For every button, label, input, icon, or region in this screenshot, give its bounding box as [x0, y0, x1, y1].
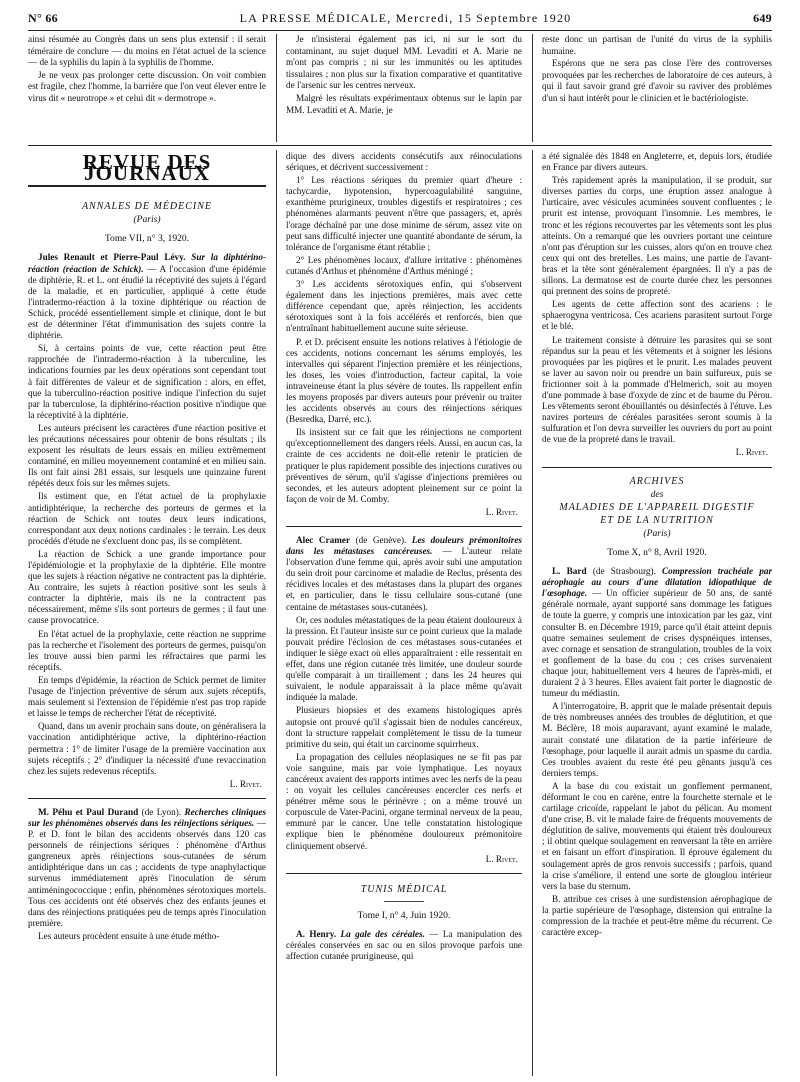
- article-separator: [286, 873, 522, 874]
- paragraph: La propagation des cellules néoplasiques ne se fit pas par voie sanguine, mais par voie lymphatique. Les noyaux cancéreux avaient des rapports intimes avec les nerfs de la peau : on voyait les cellules cancéreuses encercler ces nerfs et pénétrer même sous le périnèvre ; on a même trouvé un corpuscule de Vater-Pacini, organe terminal nerveux de la peau, emmuré par le cancer. Une telle constatation histologique explique bien le phénomène douloureux prémonitoire cliniquement observé.: [286, 751, 522, 851]
- paragraph: Or, ces nodules métastatiques de la peau étaient douloureux à la pression. Et l'auteur insiste sur ce point curieux que la malade pouvait prédire l'éclosion de ces métastases sous-cutanées et indiquer le siège exact où elles apparaîtraient : elle ressentait en effet, dans une région cutanée très limitée, une douleur sourde qu'elle comparait à un tiraillement ; dans les 24 heures qui suivaient, le nodule apparaissait à la place même qu'avait indiquée la malade.: [286, 614, 522, 703]
- paragraph: Quand, dans un avenir prochain sans doute, on généralisera la vaccination antidiphtérique active, la diphtérino-réaction permettra : 1° de limiter l'usage de la première vaccination aux sujets réceptifs ; 2° d'indiquer la nécessité d'une revaccination chez les sujets redevenus réceptifs.: [28, 721, 266, 776]
- journal-title: LA PRESSE MÉDICALE, Mercredi, 15 Septembre 1920: [239, 10, 572, 25]
- article-text: — P. et D. font le bilan des accidents observés dans 120 cas personnels de réinjections sériques : phénomène d'Arthus gangreneux après réinjections sous-cutanées de sérum antidiphtérique dans un cas ; accidents de type anaphylactique survenus immédiatement après l'inoculation de sérum antiméningococcique ; enfin, phénomènes sérotoxiques mortels. Tous ces accidents ont été observés chez des enfants jeunes et dans des réinjections pratiquées peu de temps après l'inoculation première.: [28, 817, 266, 928]
- paragraph: Le traitement consiste à détruire les parasites qui se sont répandus sur la peau et les vêtements et à soigner les lésions provoquées par les piqûres et le prurit. Les malades peuvent se laver au savon noir ou prendre un bain sulfureux, puis se frictionner soit à la pommade d'Helmerich, soit au moyen d'une pommade à base d'oxyde de zinc et de baume du Pérou. Les vêtements seront ébouillantés ou désinfectés à l'étuve. Les navires porteurs de céréales parasitées seront soumis à la sulfuration et l'on devra surveiller les ouvriers du port au point de vue de la propreté dans le travail.: [542, 334, 772, 445]
- journal-issue: Tome VII, n° 3, 1920.: [104, 233, 190, 245]
- paragraph: A l'interrogatoire, B. apprit que le malade présentait depuis de très nombreuses années des troubles de déglutition, et que M. Béclère, 18 mois auparavant, ayant examiné le malade, aurait constaté une dilatation de la partie inférieure de l'œsophage, pour laquelle il aurait admis un spasme du cardia. Ces troubles avaient du reste été peu gênants jusqu'à ces derniers temps.: [542, 701, 772, 778]
- article-lead: [542, 566, 772, 699]
- folio: 649: [753, 10, 772, 25]
- article-text: — La manipulation des céréales conservées en sac ou en silos provoque parfois une affection cutanée prurigineuse, qui: [286, 928, 522, 962]
- issue-number: N° 66: [28, 10, 58, 25]
- paragraph: Ils estiment que, en l'état actuel de la prophylaxie antidiphtérique, la recherche des porteurs de germes et la réaction de Schick ont toutes deux leurs indications, correspondant aux deux notions cardinales : le terrain. Les deux procédés d'étude ne s'excluent donc pas, ils se complètent.: [28, 491, 266, 546]
- article-author: Alec Cramer: [296, 535, 351, 545]
- article-author: L. Bard: [552, 566, 587, 577]
- article-signature: L. Rivet.: [485, 853, 518, 864]
- paragraph: a été signalée dès 1848 en Angleterre, et, depuis lors, étudiée en France par divers auteurs.: [542, 151, 772, 173]
- paragraph: Je n'insisterai également pas ici, ni sur le sort du contaminant, au sujet duquel MM. Levaditi et A. Marie ne m'ont pas compris ; ni sur les immunités ou les aptitudes tissulaires ; non plus sur la fixation comparative et quantitative de l'arsenic sur les centres nerveux.: [286, 34, 522, 91]
- paragraph: Très rapidement après la manipulation, il se produit, sur diverses parties du corps, une éruption assez analogue à l'urticaire, avec vésicules acuminées souvent confluentes ; le prurit est intense, provoquant l'insomnie. Les membres, le tronc et les régions recouvertes par les vêtements sont les plus atteints. On a remarqué que les ouvriers portant une ceinture n'ont pas d'éruption sur les cuisses, alors qu'on en trouve chez ceux qui ont des bretelles. Les mains, une partie de l'avant-bras et la tête sont généralement épargnées. Il n'y a pas de sillons. La dermatose est de courte durée chez les personnes qui prennent des soins de propreté.: [542, 175, 772, 297]
- journal-rule: [384, 901, 424, 902]
- section-title: REVUE DES JOURNAUX: [82, 151, 212, 186]
- paragraph: P. et D. précisent ensuite les notions relatives à l'étiologie de ces accidents, notions concernant les sérums employés, les intervalles qui séparent l'injection première et les réinjections, les doses, les voies d'introduction, facteur capital, la voie intraveineuse étant la plus sévère de toutes. Ils rappellent enfin les moyens proposés par divers auteurs pour prévenir ou traiter les accidents observés au cours des réinjections sériques (Besredka, Darré, etc.).: [286, 336, 522, 425]
- paragraph: 3° Les accidents sérotoxiques enfin, qui s'observent également dans les injections premières, mais avec cette différence cependant que, après réinjection, les accidents sérotoxiques sont à la fois accélérés et renforcés, bien que n'entraînant habituellement aucune suite sérieuse.: [286, 279, 522, 334]
- article-lead: [28, 252, 266, 341]
- paragraph: reste donc un partisan de l'unité du virus de la syphilis humaine.: [542, 34, 772, 56]
- paragraph: La réaction de Schick a une grande importance pour l'épidémiologie et la prophylaxie de la diphtérie. Elle montre que les sujets à réaction négative ne contractent pas la diphtérie. Au contraire, les sujets à réaction positive sont les seuls à contracter la diphtérie, mais ils ne la contractent pas nécessairement, même s'ils sont porteurs de germes ; il faut une cause provocatrice.: [28, 548, 266, 626]
- right-column: [542, 151, 772, 1076]
- paragraph: 1° Les réactions sériques du premier quart d'heure : tachycardie, hypotension, hypercoagulabilité sanguine, exanthème prurigineux, troubles digestifs et respiratoires ; ces phénomènes alarmants peuvent n'être que passagers, et, après l'orage déchaîné par une dose minime de sérum, assez vite on peut sans difficulté injecter une quantité abondante de sérum, la tolérance de l'organisme étant rétablie ;: [286, 175, 522, 252]
- journal-name: ANNALES DE MÉDECINE: [81, 201, 213, 213]
- article-separator: [286, 526, 522, 527]
- paragraph: Je ne veux pas prolonger cette discussion. On voit combien est fragile, chez l'homme, la barrière que l'on veut élever entre le virus dit « neurotrope » et celui dit « dermotrope ».: [28, 69, 266, 103]
- article-lead: [286, 929, 522, 962]
- article-author-city: (de Lyon).: [141, 806, 182, 817]
- header-rule: [28, 30, 772, 31]
- article-title: Recherches cliniques sur les phénomènes observés dans les réinjections sériques.: [28, 806, 266, 828]
- paragraph: En temps d'épidémie, la réaction de Schick permet de limiter l'usage de l'injection préventive de sérum aux sujets réceptifs, mais seulement si l'extension de l'épidémie n'est pas trop rapide et laisse le temps de rechercher l'état de réceptivité.: [28, 674, 266, 719]
- journal-name-line: MALADIES DE L'APPAREIL DIGESTIF: [559, 501, 755, 513]
- top-column-2: [286, 34, 522, 117]
- journal-city: (Paris): [133, 214, 161, 226]
- top-band: [28, 34, 772, 142]
- column-divider: [276, 150, 277, 1076]
- journal-name: TUNIS MÉDICAL: [360, 883, 448, 895]
- paragraph: En l'état actuel de la prophylaxie, cette réaction ne supprime pas la recherche et l'isolement des porteurs de germes, puisqu'on les trouve aussi bien parmi les réfractaires que parmi les réceptifs.: [28, 628, 266, 672]
- top-column-1: [28, 34, 266, 106]
- article-lead: [28, 807, 266, 929]
- paragraph: Les auteurs précisent les caractères d'une réaction positive et les précautions nécessaires pour obtenir de bons résultats ; ils exposent les résultats de leurs essais en milieu extrêmement contaminé, en milieu moyennement contaminé et en milieu sain. Ils ont fait ainsi 281 essais, sur lesquels une quinzaine furent répétés deux fois sur les mêmes sujets.: [28, 422, 266, 489]
- journal-name-line: des: [650, 488, 664, 500]
- article-text: — Un officier supérieur de 50 ans, de santé générale normale, ayant supporté sans dommage les fatigues de toute la guerre, y compris une intoxication par les gaz, vint consulter B. en Décembre 1919, parce qu'il était atteint depuis quatre semaines seulement de crises dyspnéiques intenses, avec cornage et sensation de strangulation, troubles de la voix et gonflement de la base du cou ; ces crises survenaient chaque jour, habituellement vers 4 heures de l'après-midi, et duraient 2 à 3 heures. Elles avaient fait porter le diagnostic de tumeur du médiastin.: [542, 588, 772, 699]
- paragraph: Les agents de cette affection sont des acariens : le sphaerogyna ventricosa. Ces acariens parasitent surtout l'orge et le blé.: [542, 299, 772, 332]
- top-column-3: [542, 34, 772, 106]
- article-title: Compression trachéale par aérophagie au cours d'une dilatation idiopathique de l'œsophage.: [542, 566, 772, 599]
- journal-name-line: ARCHIVES: [629, 475, 685, 487]
- paragraph: ainsi résumée au Congrès dans un sens plus extensif : il serait téméraire de conclure — du moins en l'état actuel de la science — de la syphilis du lapin à la syphilis de l'homme.: [28, 34, 266, 68]
- section-title-rule: [28, 185, 266, 187]
- running-head: [28, 8, 772, 28]
- article-author-city: (de Strasbourg).: [592, 566, 656, 577]
- journal-city: (Paris): [643, 527, 671, 539]
- column-divider: [532, 34, 533, 142]
- article-separator: [28, 798, 266, 799]
- article-separator: [542, 467, 772, 468]
- column-divider: [276, 34, 277, 142]
- band-rule: [28, 145, 772, 146]
- article-title: Les douleurs prémonitoires dans les métastases cancéreuses.: [286, 535, 522, 557]
- article-signature: L. Rivet.: [485, 506, 518, 517]
- journal-issue: Tome I, n° 4, Juin 1920.: [357, 909, 451, 921]
- article-signature: L. Rivet.: [229, 778, 262, 789]
- column-divider: [532, 150, 533, 1076]
- article-author: Jules Renault et Pierre-Paul Lévy.: [38, 252, 186, 263]
- article-title: Sur la diphtérino-réaction (réaction de Schick).: [28, 252, 266, 274]
- paragraph: Si, à certains points de vue, cette réaction peut être rapprochée de l'intradermo-réaction à la tuberculine, les indications fournies par les deux opérations sont cependant tout à fait différentes de valeur et de signification : alors, en effet, que la tuberculino-réaction positive indique l'infection du sujet par la tuberculose, la diphtérino-réaction positive n'indique que la réceptivité à la diphtérie.: [28, 343, 266, 420]
- article-author: M. Péhu et Paul Durand: [38, 806, 139, 817]
- paragraph: Espérons que ne sera pas close l'ère des controverses provoquées par les recherches de laboratoire de ces auteurs, à qui il faut savoir grand gré d'avoir su raviver des problèmes d'un si haut intérêt pour le clinicien et le bactériologiste.: [542, 58, 772, 103]
- middle-column: [286, 151, 522, 1076]
- paragraph: Ils insistent sur ce fait que les réinjections ne comportent qu'exceptionnellement des dangers réels. Aussi, en aucun cas, la crainte de ces accidents ne doit-elle retenir le praticien de pratiquer le plus rapidement possible des injections curatives ou préventives de sérum, qu'il s'agisse d'injections premières ou secondes, et les auteurs adoptent pleinement sur ce point la façon de voir de M. Comby.: [286, 427, 522, 504]
- paragraph: Malgré les résultats expérimentaux obtenus sur le lapin par MM. Levaditi et A. Marie, je: [286, 92, 522, 115]
- article-lead: [286, 535, 522, 613]
- paragraph: dique des divers accidents consécutifs aux réinoculations sériques, et décrivent successivement :: [286, 151, 522, 173]
- paragraph: B. attribue ces crises à une surdistension aérophagique de la partie supérieure de l'œsophage, distension qui entraîne la compression de la trachée et peut-être même du récurrent. Ce caractère excep-: [542, 893, 772, 938]
- article-author: A. Henry.: [296, 928, 337, 939]
- paragraph: Les auteurs procèdent ensuite à une étude métho-: [38, 930, 220, 941]
- article-author-city: (de Genève).: [355, 535, 407, 545]
- article-title: La gale des céréales.: [340, 928, 425, 939]
- article-text: — A l'occasion d'une épidémie de diphtérie, R. et L. ont étudié la réceptivité des sujets à l'égard de la maladie, et en particulier, appliqué à cette étude l'intradermo-réaction à la toxine diphtérique ou réaction de Schick, procédé essentiellement simple et clinique, dont le but est de déterminer l'état d'immunisation des sujets contre la diphtérie.: [28, 263, 266, 341]
- paragraph: A la base du cou existait un gonflement permanent, déformant le cou en carène, entre la fourchette sternale et le cartilage cricoïde, rappelant le jabot du pélican. Au moment d'une crise, B. vit le malade faire de fréquents mouvements de déglutition de salive, mouvements qui étaient très douloureux ; il obtint quelque soulagement en renversant la tête en arrière et en faisant un effort d'inspiration. Il éprouve également du soulagement après de gros renvois successifs ; parfois, quand la crise s'améliore, il entend une sorte de glouglou intérieur vers la base du sternum.: [542, 780, 772, 891]
- article-text: — L'auteur relate l'observation d'une femme qui, après avoir subi une amputation du sein droit pour carcinome et maladie de Reclus, présenta des récidives locales et des métastases dans la plupart des organes et, en particulier, dans le tissu cellulaire sous-cutané (une centaine de métastases sous-cutanées).: [286, 546, 522, 612]
- paragraph: 2° Les phénomènes locaux, d'allure irritative : phénomènes cutanés d'Arthus et phénomène d'Arthus méningé ;: [286, 254, 522, 276]
- article-signature: L. Rivet.: [735, 447, 768, 458]
- left-column: [28, 151, 266, 1076]
- paragraph: Plusieurs biopsies et des examens histologiques après autopsie ont prouvé qu'il s'agissait bien de nodules cancéreux, dont la structure rappelait complètement le tissu de la tumeur primitive du sein, qui était un carcinome squirrheux.: [286, 705, 522, 749]
- journal-issue: Tome X, n° 8, Avril 1920.: [607, 547, 707, 558]
- journal-name-line: ET DE LA NUTRITION: [600, 514, 714, 526]
